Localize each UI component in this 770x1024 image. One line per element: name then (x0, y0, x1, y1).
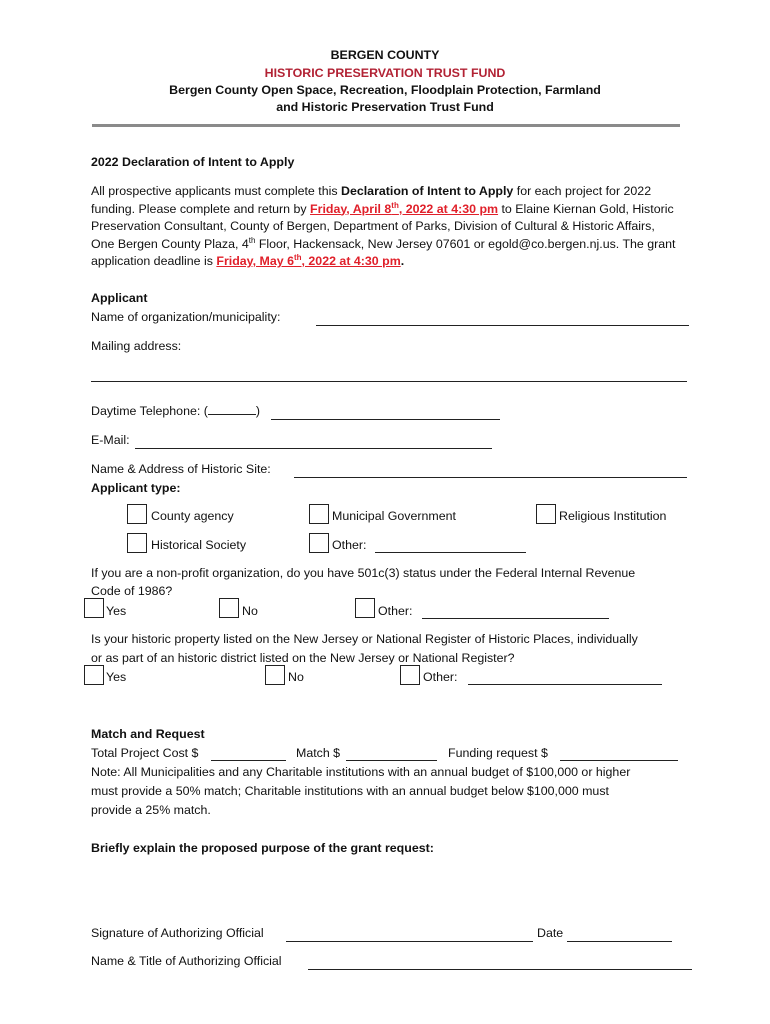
label-register-other: Other: (423, 670, 458, 684)
header-county: BERGEN COUNTY (330, 48, 440, 62)
org-field[interactable] (316, 325, 689, 326)
header-divider (92, 124, 680, 127)
header-fund-name: HISTORIC PRESERVATION TRUST FUND (264, 66, 506, 80)
org-label: Name of organization/municipality: (91, 310, 281, 324)
q501-line1: If you are a non-profit organization, do you have 501c(3) status under the Federal Internal Revenue (91, 566, 636, 580)
phone-label: Daytime Telephone: ( ) (91, 404, 260, 418)
register-line1: Is your historic property listed on the New Jersey or National Register of Historic Places, individually (91, 632, 638, 646)
q501-line2: Code of 1986? (91, 584, 173, 598)
checkbox-501-no[interactable] (219, 598, 239, 618)
register-other-field[interactable] (468, 684, 662, 685)
match-note-line2: must provide a 50% match; Charitable institutions with an annual budget below $100,000 must (91, 784, 609, 798)
match-label: Match $ (296, 746, 341, 760)
label-501-other: Other: (378, 604, 413, 618)
checkbox-register-other[interactable] (400, 665, 420, 685)
name-title-label: Name & Title of Authorizing Official (91, 954, 282, 968)
label-501-yes: Yes (106, 604, 127, 618)
label-register-yes: Yes (106, 670, 127, 684)
match-heading: Match and Request (91, 727, 205, 741)
total-cost-label: Total Project Cost $ (91, 746, 199, 760)
purpose-heading: Briefly explain the proposed purpose of the grant request: (91, 841, 434, 855)
intro-paragraph: All prospective applicants must complete this Declaration of Intent to Apply for each project for 2022 funding. Please complete and return by Friday, April 8th, 2022 at 4:30 pm to Elaine Kiernan Gold, Historic Preservation Consultant, County of Bergen, Department of Parks, Division of Cultural & Historic Affairs, One Bergen County Plaza, 4th Floor, Hackensack, New Jersey 07601 or egold@co.bergen.nj.us. The grant application deadline is Friday, May 6th, 2022 at 4:30 pm. (91, 184, 676, 268)
label-register-no: No (288, 670, 304, 684)
signature-label: Signature of Authorizing Official (91, 926, 264, 940)
header-trust-line1: Bergen County Open Space, Recreation, Floodplain Protection, Farmland (169, 83, 601, 97)
applicant-heading: Applicant (91, 291, 148, 305)
name-title-field[interactable] (308, 969, 692, 970)
deadline-application: Friday, May 6th, 2022 at 4:30 pm (216, 252, 401, 268)
email-field[interactable] (135, 448, 492, 449)
label-municipal-government: Municipal Government (332, 509, 456, 523)
date-field[interactable] (567, 941, 672, 942)
match-field[interactable] (346, 760, 437, 761)
label-501-no: No (242, 604, 258, 618)
checkbox-municipal-government[interactable] (309, 504, 329, 524)
form-title: 2022 Declaration of Intent to Apply (91, 155, 295, 169)
label-religious-institution: Religious Institution (559, 509, 667, 523)
site-label: Name & Address of Historic Site: (91, 462, 271, 476)
checkbox-type-other[interactable] (309, 533, 329, 553)
signature-field[interactable] (286, 941, 533, 942)
phone-area-field[interactable] (208, 414, 256, 415)
type-other-field[interactable] (375, 552, 526, 553)
mailing-label: Mailing address: (91, 339, 182, 353)
funding-request-field[interactable] (560, 760, 678, 761)
checkbox-religious-institution[interactable] (536, 504, 556, 524)
register-line2: or as part of an historic district listed on the New Jersey or National Register? (91, 651, 515, 665)
phone-field[interactable] (271, 419, 500, 420)
funding-request-label: Funding request $ (448, 746, 548, 760)
date-label: Date (537, 926, 564, 940)
header-trust-line2: and Historic Preservation Trust Fund (276, 100, 494, 114)
applicant-type-heading: Applicant type: (91, 481, 181, 495)
checkbox-501-yes[interactable] (84, 598, 104, 618)
501-other-field[interactable] (422, 618, 609, 619)
label-historical-society: Historical Society (151, 538, 247, 552)
total-cost-field[interactable] (211, 760, 286, 761)
checkbox-register-yes[interactable] (84, 665, 104, 685)
checkbox-historical-society[interactable] (127, 533, 147, 553)
label-county-agency: County agency (151, 509, 234, 523)
email-label: E-Mail: (91, 433, 130, 447)
match-note-line3: provide a 25% match. (91, 803, 211, 817)
mailing-field[interactable] (91, 381, 687, 382)
deadline-intent: Friday, April 8th, 2022 at 4:30 pm (310, 200, 499, 216)
site-field[interactable] (294, 477, 687, 478)
label-type-other: Other: (332, 538, 367, 552)
checkbox-county-agency[interactable] (127, 504, 147, 524)
checkbox-register-no[interactable] (265, 665, 285, 685)
checkbox-501-other[interactable] (355, 598, 375, 618)
match-note-line1: Note: All Municipalities and any Charitable institutions with an annual budget of $100,000 or higher (91, 765, 631, 779)
